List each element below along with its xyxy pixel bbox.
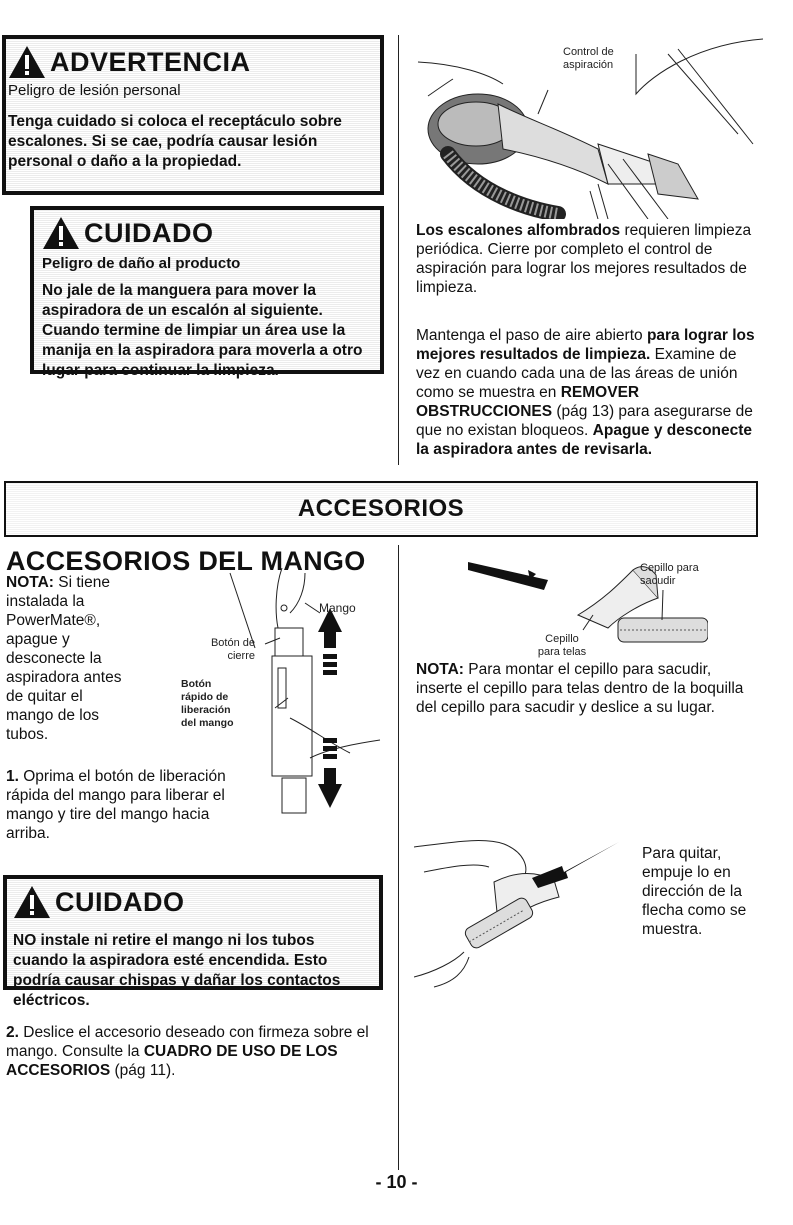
warning-title-row (8, 45, 372, 79)
warning-box (2, 35, 384, 195)
lock-button-label: Botón de cierre (210, 637, 255, 662)
handle-section-heading: ACCESORIOS DEL MANGO (6, 546, 366, 576)
step-1-text: Oprima el botón de liberación rápida del mango para liberar el mango y tire del mango hacia arriba. (6, 768, 226, 842)
handle-release-illustration (220, 568, 390, 818)
caution-2-body: NO instale ni retire el mango ni los tubos cuando la aspiradora esté encendida. Esto podría causar chispas y dañar los contactos eléctricos. (13, 932, 341, 1009)
airflow-bold-2: REMOVER OBSTRUCCIONES (416, 384, 640, 420)
step-2-text-2: (pág 11). (110, 1062, 176, 1079)
caution-subtitle: Peligro de daño al producto (42, 255, 241, 272)
airflow-text-3: (pág 13) para asegurarse de que no existan bloqueos. (416, 403, 753, 439)
warning-triangle-icon (8, 45, 46, 79)
step-1 (6, 767, 256, 843)
caution-title: CUIDADO (84, 218, 214, 248)
airflow-text-2: Examine de vez en cuando cada una de las áreas de unión como se muestra en (416, 346, 738, 401)
stairs-bold: Los escalones alfombrados (416, 222, 621, 239)
accessories-banner (4, 481, 758, 537)
airflow-text-1: Mantenga el paso de aire abierto (416, 327, 647, 344)
remove-brush-illustration (414, 832, 624, 992)
caution-box-2 (3, 875, 383, 1009)
airflow-bold-1: para lograr los mejores resultados de limpieza. (416, 327, 755, 363)
warning-body: Tenga cuidado si coloca el receptáculo sobre escalones. Si se cae, podría causar lesión personal o daño a la propiedad. (8, 113, 342, 170)
step-2-text-1: Deslice el accesorio deseado con firmeza sobre el mango. Consulte la (6, 1024, 369, 1060)
step-2-bold: CUADRO DE USO DE LOS ACCESORIOS (6, 1043, 338, 1079)
page-number: - 10 - (375, 1172, 418, 1192)
warning-triangle-icon (42, 216, 80, 250)
warning-title: ADVERTENCIA (50, 47, 251, 77)
handle-label: Mango (319, 601, 356, 615)
step-2-number: 2. (6, 1024, 19, 1041)
handle-note (6, 573, 126, 744)
warning-triangle-icon (13, 885, 51, 919)
handle-note-label: NOTA: (6, 574, 54, 591)
warning-subtitle: Peligro de lesión personal (8, 82, 181, 99)
stairs-rest: requieren limpieza periódica. Cierre por completo el control de aspiración para lograr los mejores resultados de limpieza. (416, 222, 752, 296)
upholstery-brush-label: Cepillo para telas (537, 633, 587, 658)
airflow-bold-3: Apague y desconecte la aspiradora antes de revisarla. (416, 422, 753, 458)
caution-2-title-row (13, 885, 371, 919)
column-divider-top (398, 35, 399, 465)
release-button-label: Botón rápido de liberación del mango (181, 678, 234, 729)
column-divider-bottom (398, 545, 399, 1170)
dusting-brush-label: Cepillo para sacudir (640, 562, 699, 587)
brush-note-text: Para montar el cepillo para sacudir, inserte el cepillo para telas dentro de la boquilla del cepillo para sacudir y deslice a su lugar. (416, 661, 744, 716)
stairs-paragraph (416, 221, 761, 297)
step-1-number: 1. (6, 768, 19, 785)
brush-note (416, 660, 761, 717)
caution-2-title: CUIDADO (55, 887, 185, 917)
remove-instructions: Para quitar, empuje lo en dirección de la flecha como se muestra. (642, 845, 747, 938)
airflow-paragraph (416, 326, 761, 459)
handle-note-text: Si tiene instalada la PowerMate®, apague y desconecte la aspiradora antes de quitar el mango de los tubos. (6, 574, 122, 743)
brush-note-label: NOTA: (416, 661, 464, 678)
step-2 (6, 1023, 376, 1080)
caution-body: No jale de la manguera para mover la aspiradora de un escalón al siguiente. Cuando termine de limpiar un área use la manija en la aspiradora para moverla a otro lugar para continuar la limpieza. (42, 282, 363, 379)
suction-control-label: Control de aspiración (563, 46, 614, 71)
caution-title-row (42, 216, 372, 250)
banner-title: ACCESORIOS (297, 495, 465, 522)
caution-box-1 (30, 206, 384, 379)
